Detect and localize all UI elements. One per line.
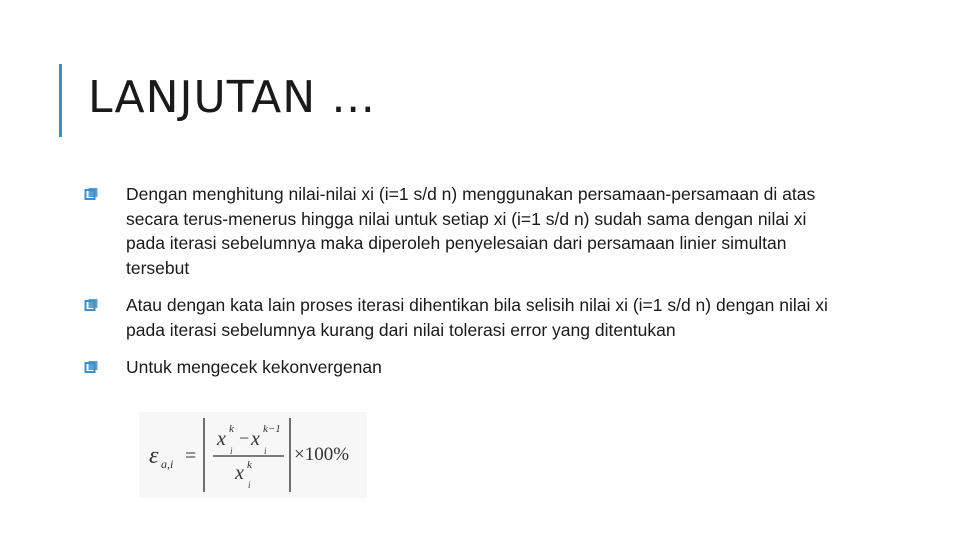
bullet-text: Untuk mengecek kekonvergenan [126,357,382,377]
formula-num-x1-sub: i [230,446,233,456]
bullet-item [84,355,844,380]
formula-num-x1-sup: k [229,423,234,435]
checkbox-bullet-icon [84,187,98,201]
formula-minus: − [239,428,250,448]
slide-title: LANJUTAN … [88,72,377,123]
formula-epsilon: ε [149,443,159,469]
formula-den-x-sup: k [247,459,252,471]
formula-den-x: x [235,462,244,484]
bullet-item [84,182,844,280]
checkbox-bullet-icon [84,298,98,312]
formula-num-x2-sup: k−1 [263,423,281,435]
formula-equals: = [185,445,197,467]
formula-epsilon-subscript: a,i [161,457,174,471]
bullet-text: Dengan menghitung nilai-nilai xi (i=1 s/d n) menggunakan persamaan-persamaan di atas secara terus-menerus hingga nilai untuk setiap xi (i=1 s/d n) sudah sama dengan nilai xi pada iterasi sebelumnya maka diperoleh penyelesaian dari persamaan linier simultan tersebut [126,184,816,278]
formula-num-x2-sub: i [264,446,267,456]
formula-multiplier: ×100% [294,444,350,465]
bullet-list [84,182,844,393]
formula-num-x1: x [217,428,226,450]
bullet-item [84,293,844,342]
formula-num-x2: x [251,428,260,450]
bullet-text: Atau dengan kata lain proses iterasi dihentikan bila selisih nilai xi (i=1 s/d n) dengan nilai xi pada iterasi sebelumnya kurang dari nilai tolerasi error yang ditentukan [126,295,828,340]
checkbox-bullet-icon [84,360,98,374]
formula-den-x-sub: i [248,480,251,490]
convergence-formula-image [139,412,367,498]
convergence-formula [139,412,367,498]
title-accent-bar [59,64,62,137]
